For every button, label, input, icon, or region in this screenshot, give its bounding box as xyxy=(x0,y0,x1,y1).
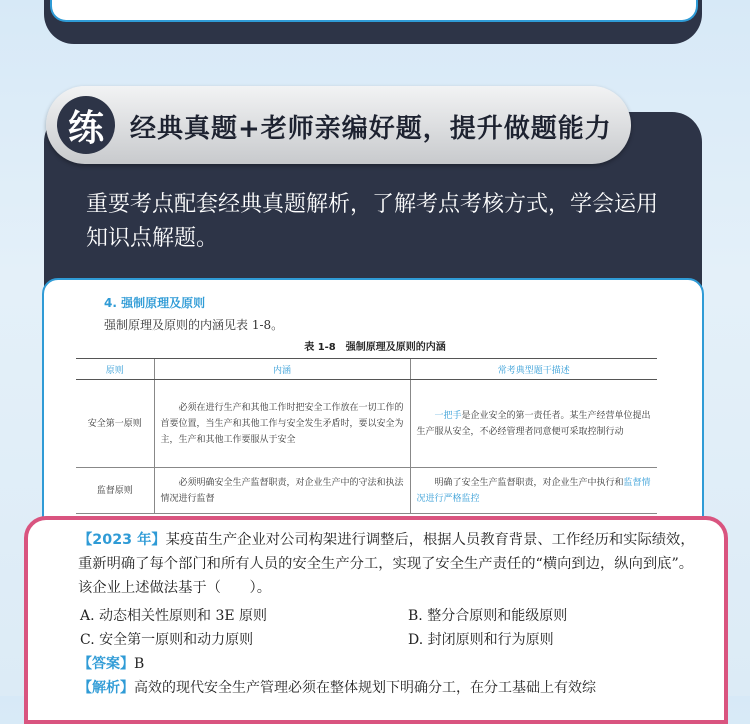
question-stem xyxy=(78,528,698,600)
description-cell xyxy=(410,380,657,468)
previous-card xyxy=(50,0,698,22)
question-text: 某疫苗生产企业对公司构架进行调整后，根据人员教育背景、工作经历和实际绩效，重新明确了每个部门和所有人员的安全生产分工，实现了安全生产责任的“横向到边，纵向到底”。该企业上述做法基于（ ）。 xyxy=(78,532,695,596)
highlight-text: 一把手 xyxy=(434,410,462,421)
year-tag: 【2023 年】 xyxy=(78,532,166,548)
column-header: 内涵 xyxy=(154,359,410,380)
answer-value: B xyxy=(134,656,145,672)
column-header: 常考典型题干描述 xyxy=(410,359,657,380)
column-header: 原则 xyxy=(76,359,154,380)
option-b: B. 整分合原则和能级原则 xyxy=(408,608,568,624)
answer-tag: 【答案】 xyxy=(78,656,134,672)
table-row xyxy=(76,380,657,468)
principles-table xyxy=(76,358,657,514)
section-intro: 强制原理及原则的内涵见表 1-8。 xyxy=(104,318,284,332)
practice-badge: 练 xyxy=(57,96,115,154)
analysis-text: 高效的现代安全生产管理必须在整体规划下明确分工，在分工基础上有效综 xyxy=(134,680,596,696)
option-c: C. 安全第一原则和动力原则 xyxy=(80,632,254,648)
analysis-tag: 【解析】 xyxy=(78,680,134,696)
table-row xyxy=(76,468,657,514)
meaning-cell: 必须在进行生产和其他工作时把安全工作放在一切工作的首要位置，当生产和其他工作与安全发生矛盾时，要以安全为主，生产和其他工作要服从于安全 xyxy=(154,380,410,468)
feature-description: 重要考点配套经典真题解析，了解考点考核方式，学会运用知识点解题。 xyxy=(86,192,659,251)
principle-cell: 安全第一原则 xyxy=(76,380,154,468)
section-heading: 4. 强制原理及原则 xyxy=(104,296,206,310)
meaning-cell: 必须明确安全生产监督职责，对企业生产中的守法和执法情况进行监督 xyxy=(154,468,410,514)
description-text: 明确了安全生产监督职责，对企业生产中执行和 xyxy=(434,477,624,488)
answer-line xyxy=(78,653,144,673)
banner-title: 经典真题+老师亲编好题，提升做题能力 xyxy=(130,114,612,144)
analysis-line xyxy=(78,677,596,697)
highlight-text: 监督情况进行严格监控 xyxy=(416,477,651,504)
principle-cell: 监督原则 xyxy=(76,468,154,514)
option-a: A. 动态相关性原则和 3E 原则 xyxy=(80,608,268,624)
option-d: D. 封闭原则和行为原则 xyxy=(408,632,554,648)
table-title: 表 1-8 强制原理及原则的内涵 xyxy=(304,342,446,353)
description-text: 是企业安全的第一责任者。某生产经营单位提出生产服从安全，不必经管理者同意便可采取控制行动 xyxy=(416,410,651,437)
description-cell xyxy=(410,468,657,514)
